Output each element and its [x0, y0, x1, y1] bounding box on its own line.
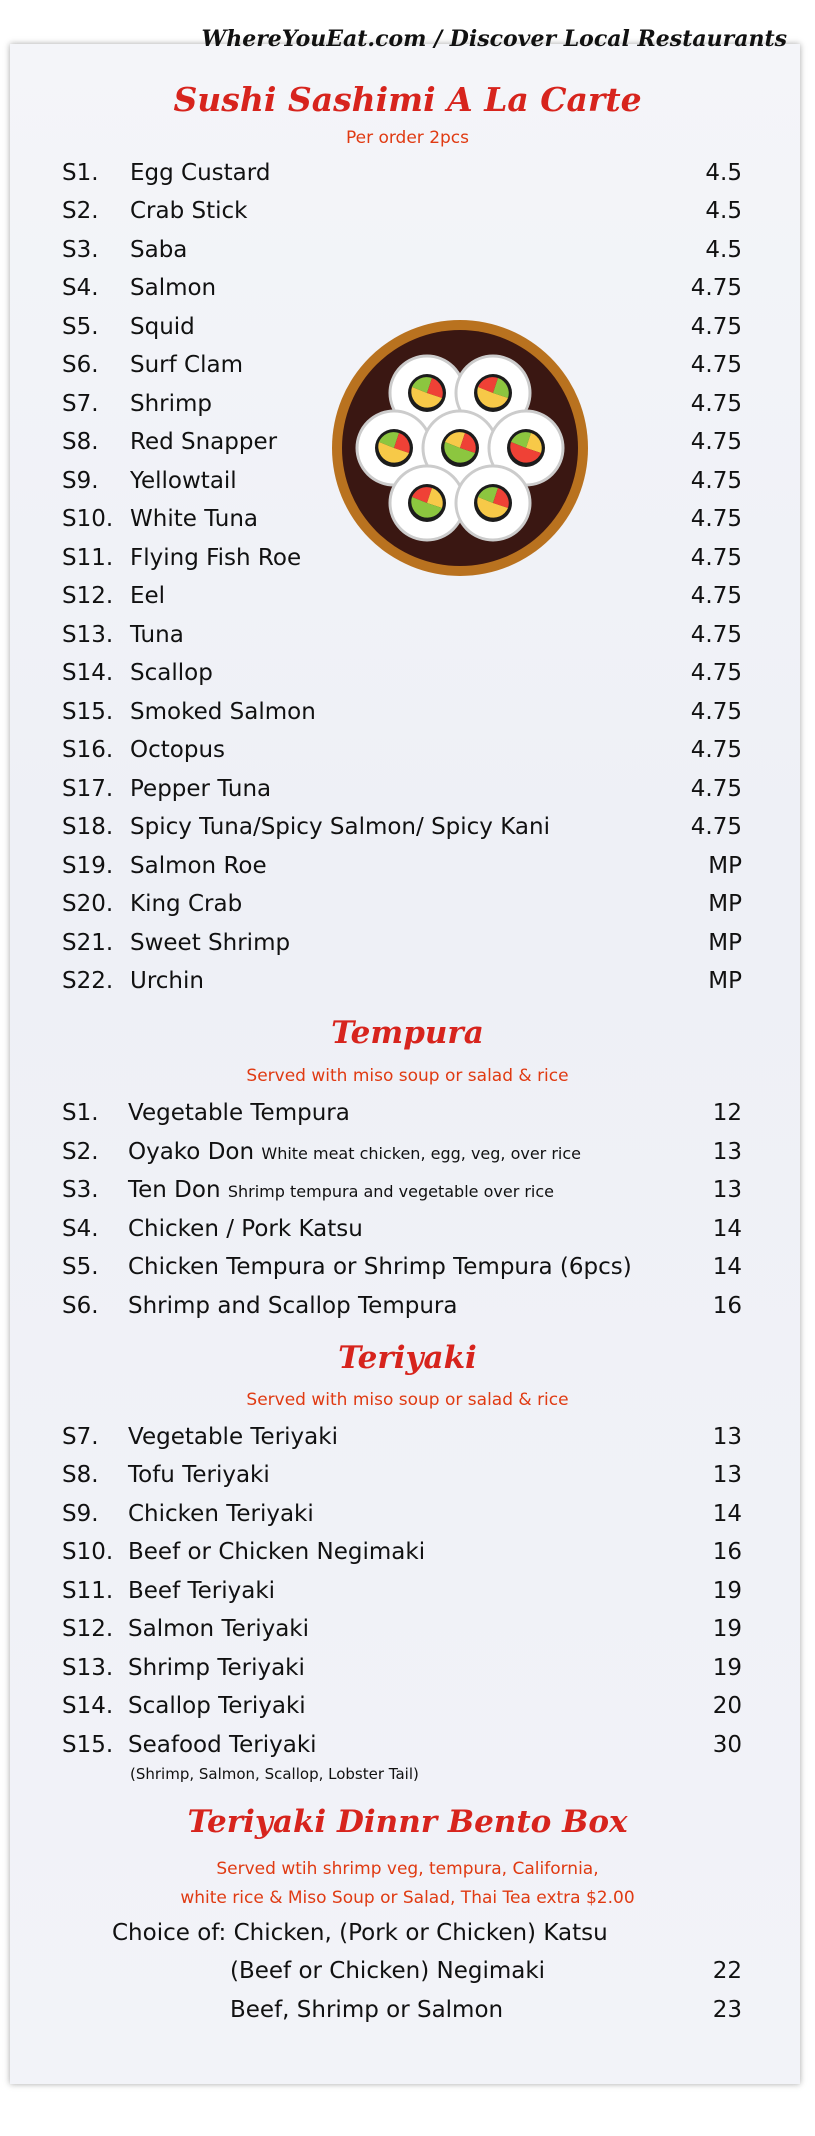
- menu-item: [62, 1612, 742, 1646]
- bento-beef-price: 23: [712, 1997, 742, 2023]
- menu-item: [62, 425, 742, 459]
- item-code: S5.: [62, 314, 99, 340]
- item-name: Salmon Teriyaki: [128, 1616, 310, 1642]
- item-code: S3.: [62, 237, 99, 263]
- item-name: Beef or Chicken Negimaki: [128, 1539, 426, 1565]
- item-code: S3.: [62, 1177, 99, 1203]
- item-name: Oyako Don: [128, 1139, 255, 1165]
- menu-item: [62, 464, 742, 498]
- item-price: 4.75: [690, 814, 742, 840]
- menu-item: [62, 1535, 742, 1569]
- menu-item: [62, 1728, 742, 1762]
- item-price: 4.75: [690, 583, 742, 609]
- item-name: Salmon: [130, 275, 217, 301]
- item-price: 4.75: [690, 622, 742, 648]
- bento-subtitle-line1: Served wtih shrimp veg, tempura, California,: [216, 1859, 599, 1879]
- item-price: 4.75: [690, 275, 742, 301]
- item-code: S17.: [62, 776, 114, 802]
- item-name: Scallop: [130, 660, 213, 686]
- teriyaki-subtitle: Served with miso soup or salad & rice: [246, 1390, 569, 1410]
- bento-subtitle-line2: white rice & Miso Soup or Salad, Thai Tea extra $2.00: [180, 1888, 635, 1908]
- menu-item: [62, 194, 742, 228]
- item-name: White Tuna: [130, 506, 258, 532]
- item-price: MP: [708, 968, 742, 994]
- item-code: S15.: [62, 1732, 114, 1758]
- item-name: Chicken Tempura or Shrimp Tempura (6pcs): [128, 1254, 632, 1280]
- item-code: S9.: [62, 468, 99, 494]
- item-code: S16.: [62, 737, 114, 763]
- item-code: S4.: [62, 275, 99, 301]
- item-code: S15.: [62, 699, 114, 725]
- item-name: Beef Teriyaki: [128, 1578, 276, 1604]
- item-name: Egg Custard: [130, 160, 271, 186]
- item-code: S10.: [62, 506, 114, 532]
- menu-item: [62, 656, 742, 690]
- item-name: Shrimp: [130, 391, 213, 417]
- menu-item: [62, 926, 742, 960]
- item-code: S8.: [62, 1462, 99, 1488]
- item-price: 12: [712, 1100, 742, 1126]
- item-code: S4.: [62, 1216, 99, 1242]
- item-name: Salmon Roe: [130, 853, 267, 879]
- item-code: S6.: [62, 1293, 99, 1319]
- tempura-title: Tempura: [331, 1015, 484, 1051]
- item-name: Squid: [130, 314, 195, 340]
- item-code: S20.: [62, 891, 114, 917]
- menu-item: [62, 618, 742, 652]
- menu-item: [62, 387, 742, 421]
- menu-item: [62, 233, 742, 267]
- item-price: 4.5: [705, 198, 742, 224]
- item-code: S9.: [62, 1501, 99, 1527]
- menu-item: [62, 1135, 742, 1169]
- bento-negimaki-price: 22: [712, 1958, 742, 1984]
- tempura-subtitle: Served with miso soup or salad & rice: [246, 1066, 569, 1086]
- item-name: Shrimp Teriyaki: [128, 1655, 305, 1681]
- item-name: Eel: [130, 583, 166, 609]
- menu-item: [62, 1289, 742, 1323]
- item-code: S2.: [62, 198, 99, 224]
- item-code: S10.: [62, 1539, 114, 1565]
- item-price: 13: [712, 1424, 742, 1450]
- menu-item: [62, 1420, 742, 1454]
- item-price: 13: [712, 1177, 742, 1203]
- menu-item: [62, 156, 742, 190]
- menu-item: [62, 695, 742, 729]
- item-price: 14: [712, 1216, 742, 1242]
- item-code: S7.: [62, 1424, 99, 1450]
- menu-item: [62, 1574, 742, 1608]
- item-price: 4.75: [690, 352, 742, 378]
- item-price: 20: [712, 1693, 742, 1719]
- item-code: S21.: [62, 930, 114, 956]
- item-price: 14: [712, 1501, 742, 1527]
- item-name: Vegetable Tempura: [128, 1100, 350, 1126]
- item-name: King Crab: [130, 891, 243, 917]
- item-code: S8.: [62, 429, 99, 455]
- item-name: Shrimp and Scallop Tempura: [128, 1293, 458, 1319]
- menu-item: [62, 1651, 742, 1685]
- item-price: 4.75: [690, 545, 742, 571]
- item-code: S22.: [62, 968, 114, 994]
- item-name: Chicken Teriyaki: [128, 1501, 314, 1527]
- item-name: Pepper Tuna: [130, 776, 272, 802]
- seafood-teriyaki-note: (Shrimp, Salmon, Scallop, Lobster Tail): [130, 1765, 419, 1783]
- item-name: Tuna: [130, 622, 184, 648]
- item-code: S19.: [62, 853, 114, 879]
- item-price: 14: [712, 1254, 742, 1280]
- item-name: Tofu Teriyaki: [128, 1462, 270, 1488]
- item-code: S12.: [62, 1616, 114, 1642]
- item-price: 4.75: [690, 660, 742, 686]
- menu-item: [62, 810, 742, 844]
- item-price: 4.75: [690, 468, 742, 494]
- item-name: Octopus: [130, 737, 225, 763]
- menu-item: [62, 772, 742, 806]
- item-code: S1.: [62, 1100, 99, 1126]
- item-name: Urchin: [130, 968, 204, 994]
- bento-beef-line: Beef, Shrimp or Salmon: [230, 1997, 504, 2023]
- item-code: S13.: [62, 1655, 114, 1681]
- item-price: 13: [712, 1462, 742, 1488]
- item-name: Vegetable Teriyaki: [128, 1424, 338, 1450]
- item-name: Seafood Teriyaki: [128, 1732, 317, 1758]
- item-price: 4.75: [690, 737, 742, 763]
- item-price: MP: [708, 853, 742, 879]
- menu-item: [62, 271, 742, 305]
- item-name: Flying Fish Roe: [130, 545, 302, 571]
- item-code: S14.: [62, 1693, 114, 1719]
- item-code: S12.: [62, 583, 114, 609]
- item-price: 30: [712, 1732, 742, 1758]
- sashimi-subtitle: Per order 2pcs: [345, 128, 470, 148]
- menu-item: [62, 541, 742, 575]
- menu-item: [62, 310, 742, 344]
- menu-item: [62, 1458, 742, 1492]
- item-price: 19: [712, 1655, 742, 1681]
- item-code: S7.: [62, 391, 99, 417]
- item-price: 13: [712, 1139, 742, 1165]
- item-code: S18.: [62, 814, 114, 840]
- teriyaki-title: Teriyaki: [338, 1340, 477, 1376]
- item-price: 4.75: [690, 429, 742, 455]
- menu-item: [62, 1250, 742, 1284]
- sashimi-title: Sushi Sashimi A La Carte: [173, 80, 642, 119]
- item-price: MP: [708, 930, 742, 956]
- item-price: 4.75: [690, 699, 742, 725]
- bento-negimaki-line: (Beef or Chicken) Negimaki: [230, 1958, 546, 1984]
- item-code: S2.: [62, 1139, 99, 1165]
- menu-item: [62, 1497, 742, 1531]
- item-price: 19: [712, 1578, 742, 1604]
- item-price: 19: [712, 1616, 742, 1642]
- item-name: Crab Stick: [130, 198, 248, 224]
- bento-choice-line: Choice of: Chicken, (Pork or Chicken) Katsu: [112, 1920, 608, 1946]
- item-name: Scallop Teriyaki: [128, 1693, 306, 1719]
- menu-item: [62, 964, 742, 998]
- site-watermark: WhereYouEat.com / Discover Local Restaurants: [201, 26, 787, 52]
- item-name-group: [128, 1135, 581, 1171]
- item-name: Sweet Shrimp: [130, 930, 291, 956]
- item-price: 4.75: [690, 506, 742, 532]
- item-name: Yellowtail: [130, 468, 237, 494]
- item-code: S13.: [62, 622, 114, 648]
- item-code: S5.: [62, 1254, 99, 1280]
- item-name: Smoked Salmon: [130, 699, 316, 725]
- menu-item: [62, 1689, 742, 1723]
- item-price: 4.5: [705, 160, 742, 186]
- item-name-group: [128, 1173, 554, 1209]
- item-price: 4.5: [705, 237, 742, 263]
- item-price: 4.75: [690, 314, 742, 340]
- item-price: MP: [708, 891, 742, 917]
- item-description: Shrimp tempura and vegetable over rice: [227, 1182, 555, 1201]
- menu-item: [62, 849, 742, 883]
- item-name: Surf Clam: [130, 352, 243, 378]
- item-name: Chicken / Pork Katsu: [128, 1216, 363, 1242]
- menu-item: [62, 1096, 742, 1130]
- menu-item: [62, 348, 742, 382]
- item-code: S1.: [62, 160, 99, 186]
- menu-item: [62, 733, 742, 767]
- item-code: S14.: [62, 660, 114, 686]
- bento-title: Teriyaki Dinnr Bento Box: [187, 1804, 628, 1840]
- item-code: S6.: [62, 352, 99, 378]
- item-name: Saba: [130, 237, 188, 263]
- item-name: Spicy Tuna/Spicy Salmon/ Spicy Kani: [130, 814, 550, 840]
- item-name: Red Snapper: [130, 429, 278, 455]
- item-price: 4.75: [690, 776, 742, 802]
- item-description: White meat chicken, egg, veg, over rice: [261, 1144, 582, 1163]
- item-price: 4.75: [690, 391, 742, 417]
- menu-item: [62, 502, 742, 536]
- menu-item: [62, 1173, 742, 1207]
- item-code: S11.: [62, 545, 114, 571]
- menu-item: [62, 1212, 742, 1246]
- menu-item: [62, 579, 742, 613]
- menu-item: [62, 887, 742, 921]
- item-code: S11.: [62, 1578, 114, 1604]
- item-price: 16: [712, 1539, 742, 1565]
- item-price: 16: [712, 1293, 742, 1319]
- item-name: Ten Don: [128, 1177, 221, 1203]
